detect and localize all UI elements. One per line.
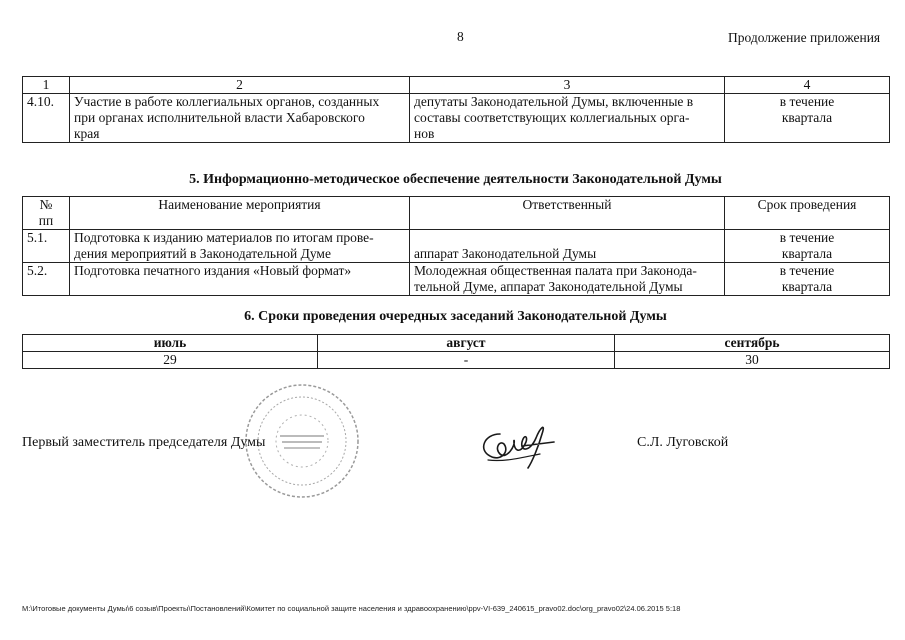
responsible-line [414,230,720,246]
col-number-cell: 4 [725,77,890,94]
table-row [23,263,890,296]
table-row [23,230,890,263]
term-line: в течение [779,263,835,278]
section5-heading: 5. Информационно-методическое обеспечение деятельности Законодательной Думы [189,172,722,187]
row-number: 5.1. [23,230,70,263]
responsible [410,263,725,296]
responsible-line: Молодежная общественная палата при Законода- [414,263,697,278]
col-number-cell: 3 [410,77,725,94]
event-name [70,230,410,263]
responsible-line: тельной Думе, аппарат Законодательной Думы [414,279,683,294]
header-term: Срок проведения [725,197,890,230]
column-number-row [23,77,890,94]
header-num-line: пп [38,213,54,228]
continuation-table [22,76,890,143]
term [725,263,890,296]
col-number-cell: 1 [23,77,70,94]
responsible-line: депутаты Законодательной Думы, включенные в [414,94,694,109]
date-september: 30 [615,352,890,369]
responsible-line: нов [414,126,435,141]
months-row [23,335,890,352]
document-path-footer: M:\Итоговые документы Думы\6 созыв\Проекты\Постановлений\Комитет по социальной защите населения и здравоохранению\ppv-VI-639_240615_pravo02.doc\org_pravo02\24.06.2015 5:18 [22,604,681,613]
table-row [23,94,890,143]
header-num [23,197,70,230]
month-august: август [318,335,615,352]
event-name-line: дения мероприятий в Законодательной Думе [74,246,331,261]
header-responsible: Ответственный [410,197,725,230]
month-september: сентябрь [615,335,890,352]
signatory-position: Первый заместитель председателя Думы [22,435,266,450]
term [725,230,890,263]
term-line: в течение [779,230,835,245]
month-july: июль [23,335,318,352]
term-line: в течение [779,94,835,109]
event-name [70,94,410,143]
event-name-line: Подготовка к изданию материалов по итогам прове- [74,230,374,245]
session-dates-table [22,334,890,369]
section5-table [22,196,890,296]
col-number-cell: 2 [70,77,410,94]
signatory-name: С.Л. Луговской [637,435,729,450]
section6-heading: 6. Сроки проведения очередных заседаний Законодательной Думы [244,309,667,324]
event-name-line [74,279,405,295]
header-row [23,197,890,230]
header-num-line: № [39,197,53,212]
responsible-line: аппарат Законодательной Думы [414,246,597,261]
event-name-line: Участие в работе коллегиальных органов, созданных [74,94,380,109]
event-name [70,263,410,296]
term-line: квартала [781,279,833,294]
date-july: 29 [23,352,318,369]
responsible [410,230,725,263]
header-name: Наименование мероприятия [70,197,410,230]
date-august: - [318,352,615,369]
row-number: 5.2. [23,263,70,296]
event-name-line: при органах исполнительной власти Хабаровского [74,110,365,125]
event-name-line: края [74,126,100,141]
responsible [410,94,725,143]
term [725,94,890,143]
term-line: квартала [781,110,833,125]
dates-row [23,352,890,369]
continuation-label: Продолжение приложения [728,30,881,45]
page-number: 8 [457,29,464,44]
term-line: квартала [781,246,833,261]
responsible-line: составы соответствующих коллегиальных орга- [414,110,690,125]
handwritten-signature [470,412,565,472]
row-number: 4.10. [23,94,70,143]
event-name-line: Подготовка печатного издания «Новый формат» [74,263,352,278]
